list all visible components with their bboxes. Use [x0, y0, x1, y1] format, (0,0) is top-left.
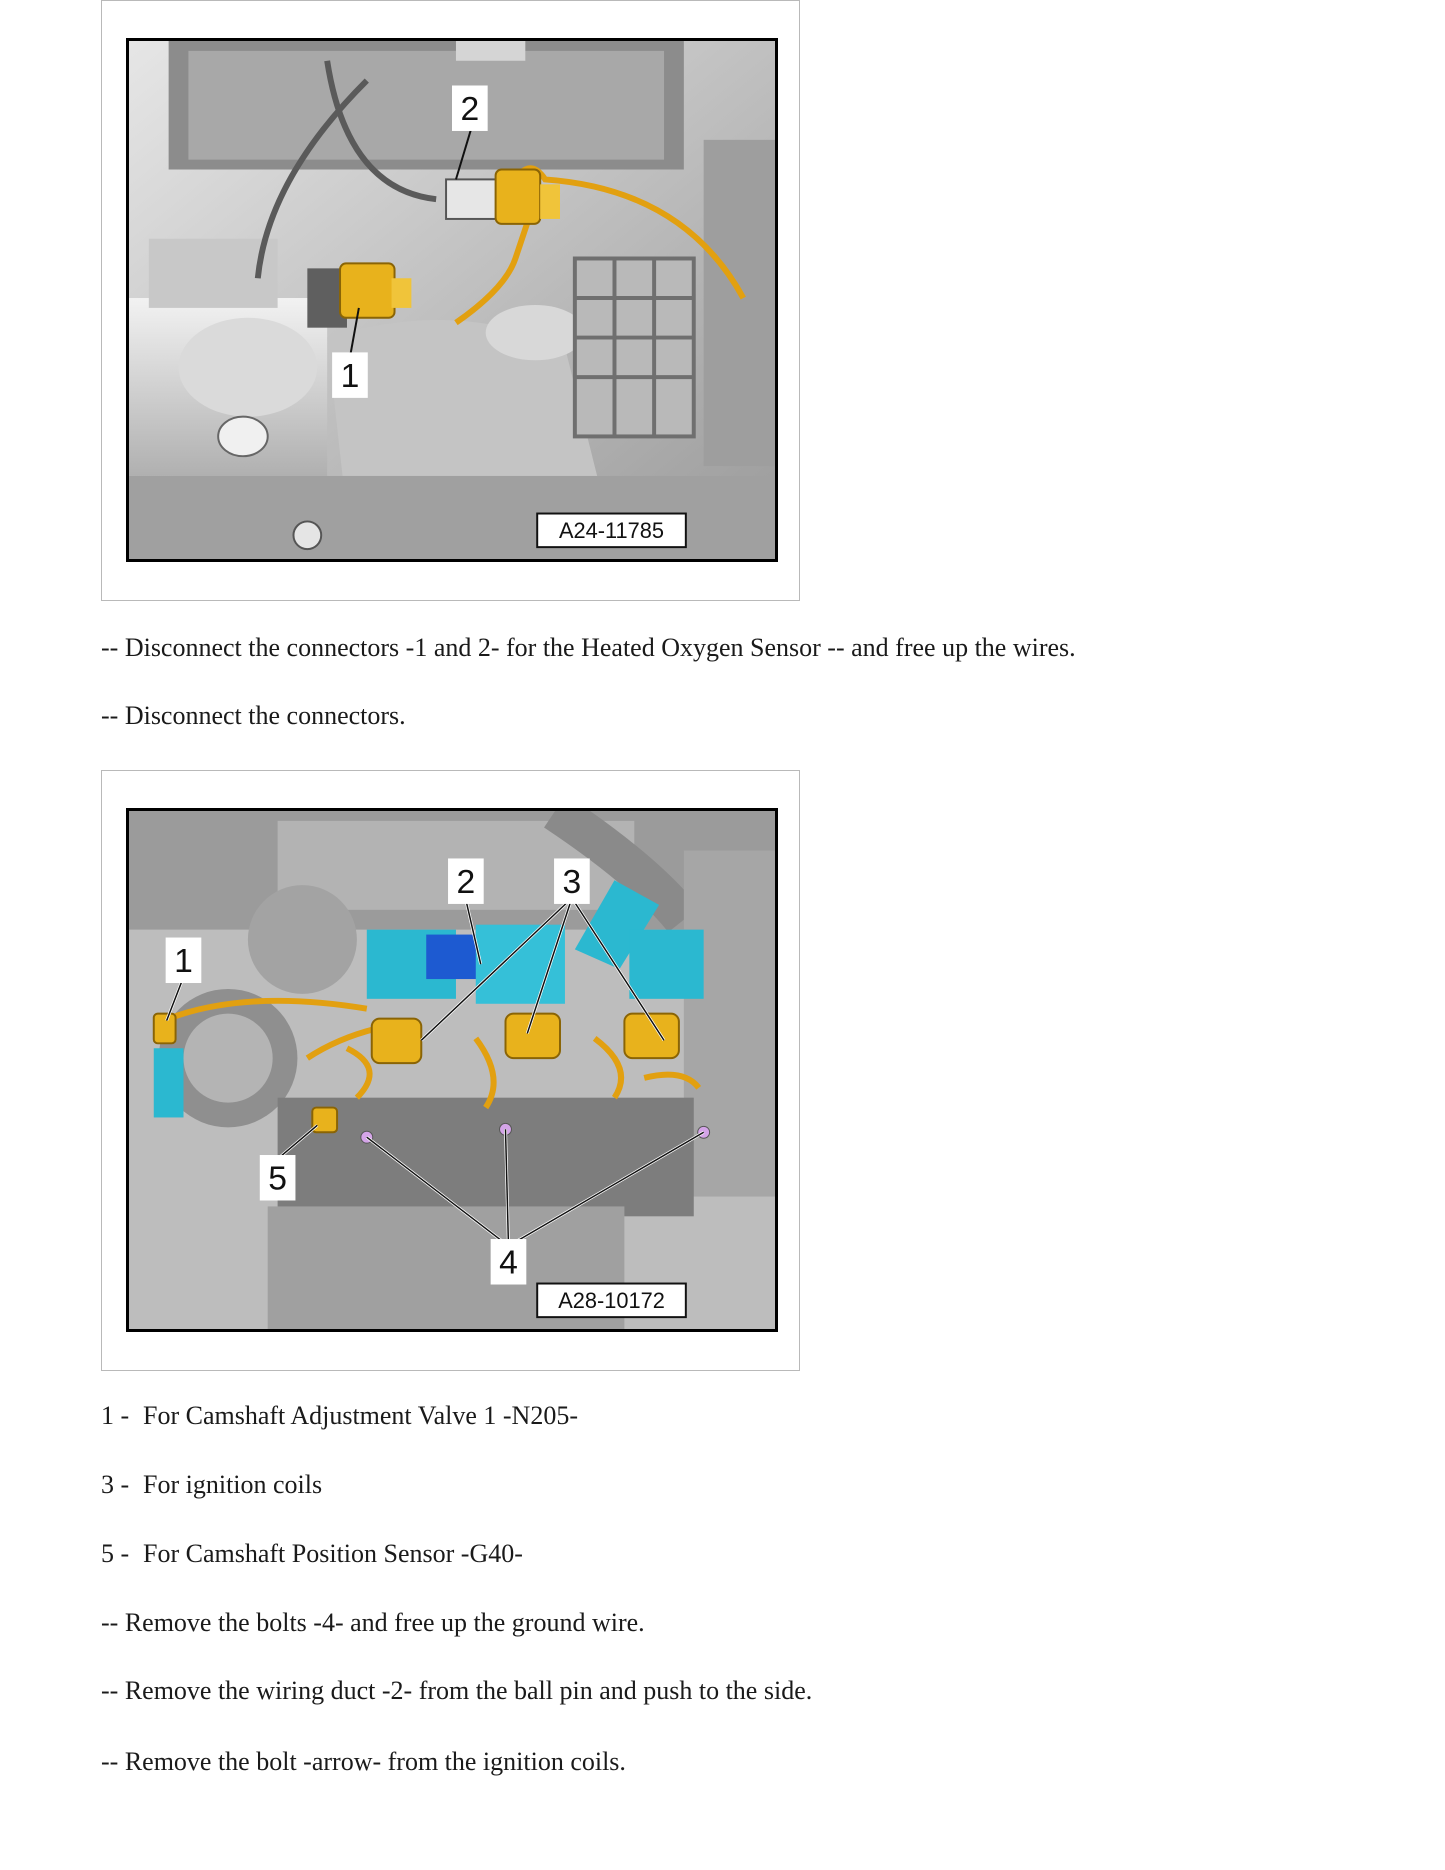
legend-item: [101, 1400, 578, 1432]
step-remove-bolt-arrow: -- Remove the bolt -arrow- from the ignition coils.: [101, 1747, 626, 1776]
legend-text: For Camshaft Adjustment Valve 1 -N205-: [143, 1401, 578, 1430]
figure-oxygen-sensor-connectors: [101, 0, 800, 601]
callout-1: 1: [340, 358, 360, 395]
legend-number: 3 -: [101, 1470, 130, 1499]
legend-text: For ignition coils: [143, 1470, 323, 1499]
step-remove-bolts: -- Remove the bolts -4- and free up the ground wire.: [101, 1608, 645, 1637]
step-remove-wiring-duct: -- Remove the wiring duct -2- from the ball pin and push to the side.: [101, 1676, 813, 1705]
step-disconnect-connectors: -- Disconnect the connectors.: [101, 701, 406, 730]
callout-2: 2: [460, 91, 480, 129]
callout-4: 4: [499, 1244, 518, 1282]
figure-ignition-connectors: [101, 770, 800, 1371]
callout-2: 2: [456, 864, 476, 902]
legend-text: For Camshaft Position Sensor -G40-: [143, 1539, 523, 1568]
engine-illustration-2: [126, 808, 778, 1332]
callout-3: 3: [562, 864, 582, 902]
legend-item: [101, 1469, 322, 1501]
step-disconnect-oxygen-sensor: -- Disconnect the connectors -1 and 2- for the Heated Oxygen Sensor -- and free up the wires.: [101, 633, 1076, 662]
legend-number: 5 -: [101, 1539, 130, 1568]
legend-number: 1 -: [101, 1401, 130, 1430]
figure-code: A28-10172: [558, 1288, 665, 1314]
legend-item: [101, 1538, 523, 1570]
engine-illustration-1: [126, 38, 778, 562]
callout-1: 1: [174, 943, 193, 981]
figure-code: A24-11785: [559, 518, 665, 544]
callout-5: 5: [268, 1160, 287, 1198]
